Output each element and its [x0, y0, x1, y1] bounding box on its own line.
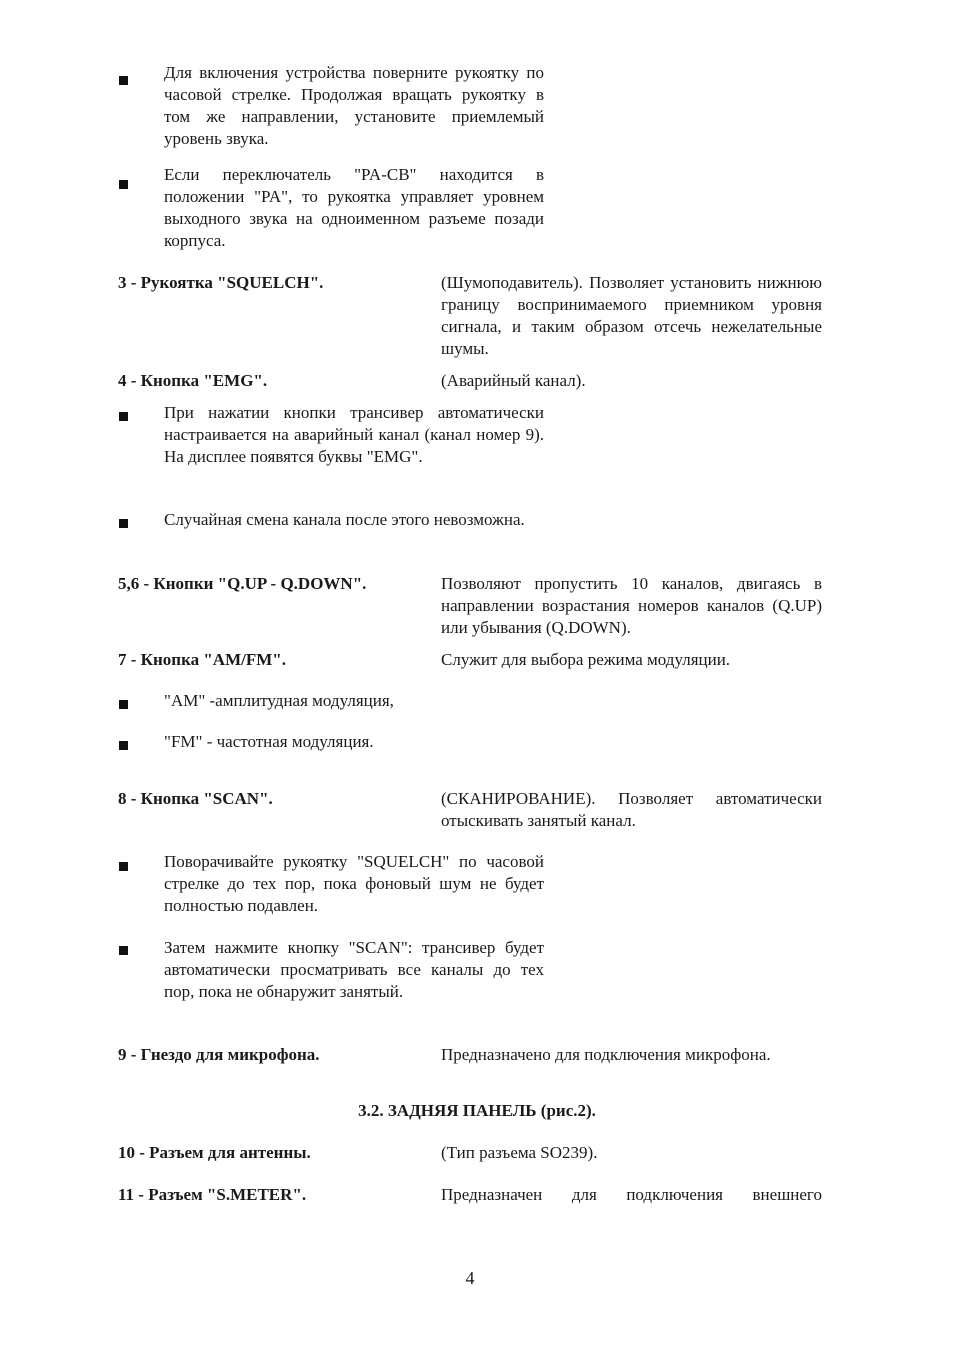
item-desc-emg: (Аварийный канал).	[441, 371, 586, 390]
item-label-mic-jack: 9 - Гнездо для микрофона.	[118, 1045, 320, 1064]
bullet-marker	[119, 741, 128, 750]
item-desc-scan: (СКАНИРОВАНИЕ). Позволяет автоматически отыскивать занятый канал.	[441, 789, 822, 830]
item-desc-antenna: (Тип разъема SO239).	[441, 1143, 598, 1162]
item-label-antenna: 10 - Разъем для антенны.	[118, 1143, 311, 1162]
bullet-marker	[119, 519, 128, 528]
page-number: 4	[465, 1268, 475, 1288]
item-label-smeter: 11 - Разъем "S.METER".	[118, 1185, 307, 1204]
bullet-marker	[119, 946, 128, 955]
bullet-text: Случайная смена канала после этого невозможна.	[164, 510, 525, 529]
item-desc-am-fm: Служит для выбора режима модуляции.	[441, 650, 731, 669]
bullet-text: При нажатии кнопки трансивер автоматически настраивается на аварийный канал (канал номер 9). На дисплее появятся буквы "EMG".	[164, 403, 544, 466]
item-label-squelch: 3 - Рукоятка "SQUELCH".	[118, 273, 324, 292]
item-label-emg: 4 - Кнопка "EMG".	[118, 371, 268, 390]
bullet-marker	[119, 412, 128, 421]
bullet-marker	[119, 862, 128, 871]
bullet-marker	[119, 180, 128, 189]
bullet-text: Затем нажмите кнопку "SCAN": трансивер будет автоматически просматривать все каналы до тех пор, пока не обнаружит занятый.	[164, 938, 544, 1001]
item-desc-mic-jack: Предназначено для подключения микрофона.	[441, 1045, 771, 1064]
section-title: 3.2. ЗАДНЯЯ ПАНЕЛЬ (рис.2).	[358, 1101, 596, 1120]
bullet-text: Поворачивайте рукоятку "SQUELCH" по часовой стрелке до тех пор, пока фоновый шум не будет полностью подавлен.	[164, 852, 544, 915]
item-desc-qup-qdown: Позволяют пропустить 10 каналов, двигаясь в направлении возрастания номеров каналов (Q.UP) или убывания (Q.DOWN).	[441, 574, 822, 637]
bullet-text: Для включения устройства поверните рукоятку по часовой стрелке. Продолжая вращать рукоятку в том же направлении, установите приемлемый уровень звука.	[164, 63, 544, 148]
item-label-scan: 8 - Кнопка "SCAN".	[118, 789, 273, 808]
bullet-text: Если переключатель "PA-CB" находится в положении "PA", то рукоятка управляет уровнем выходного звука на одноименном разъеме позади корпуса.	[164, 165, 544, 250]
item-label-qup-qdown: 5,6 - Кнопки "Q.UP - Q.DOWN".	[118, 574, 367, 593]
item-desc-smeter: Предназначен для подключения внешнего	[441, 1185, 822, 1204]
item-label-am-fm: 7 - Кнопка "AM/FM".	[118, 650, 286, 669]
item-desc-squelch: (Шумоподавитель). Позволяет установить нижнюю границу воспринимаемого приемником уровня сигнала, и таким образом отсечь нежелательные шумы.	[441, 273, 822, 358]
bullet-text: "AM" -амплитудная модуляция,	[164, 691, 394, 710]
bullet-text: "FM" - частотная модуляция.	[164, 732, 374, 751]
bullet-marker	[119, 700, 128, 709]
bullet-marker	[119, 76, 128, 85]
